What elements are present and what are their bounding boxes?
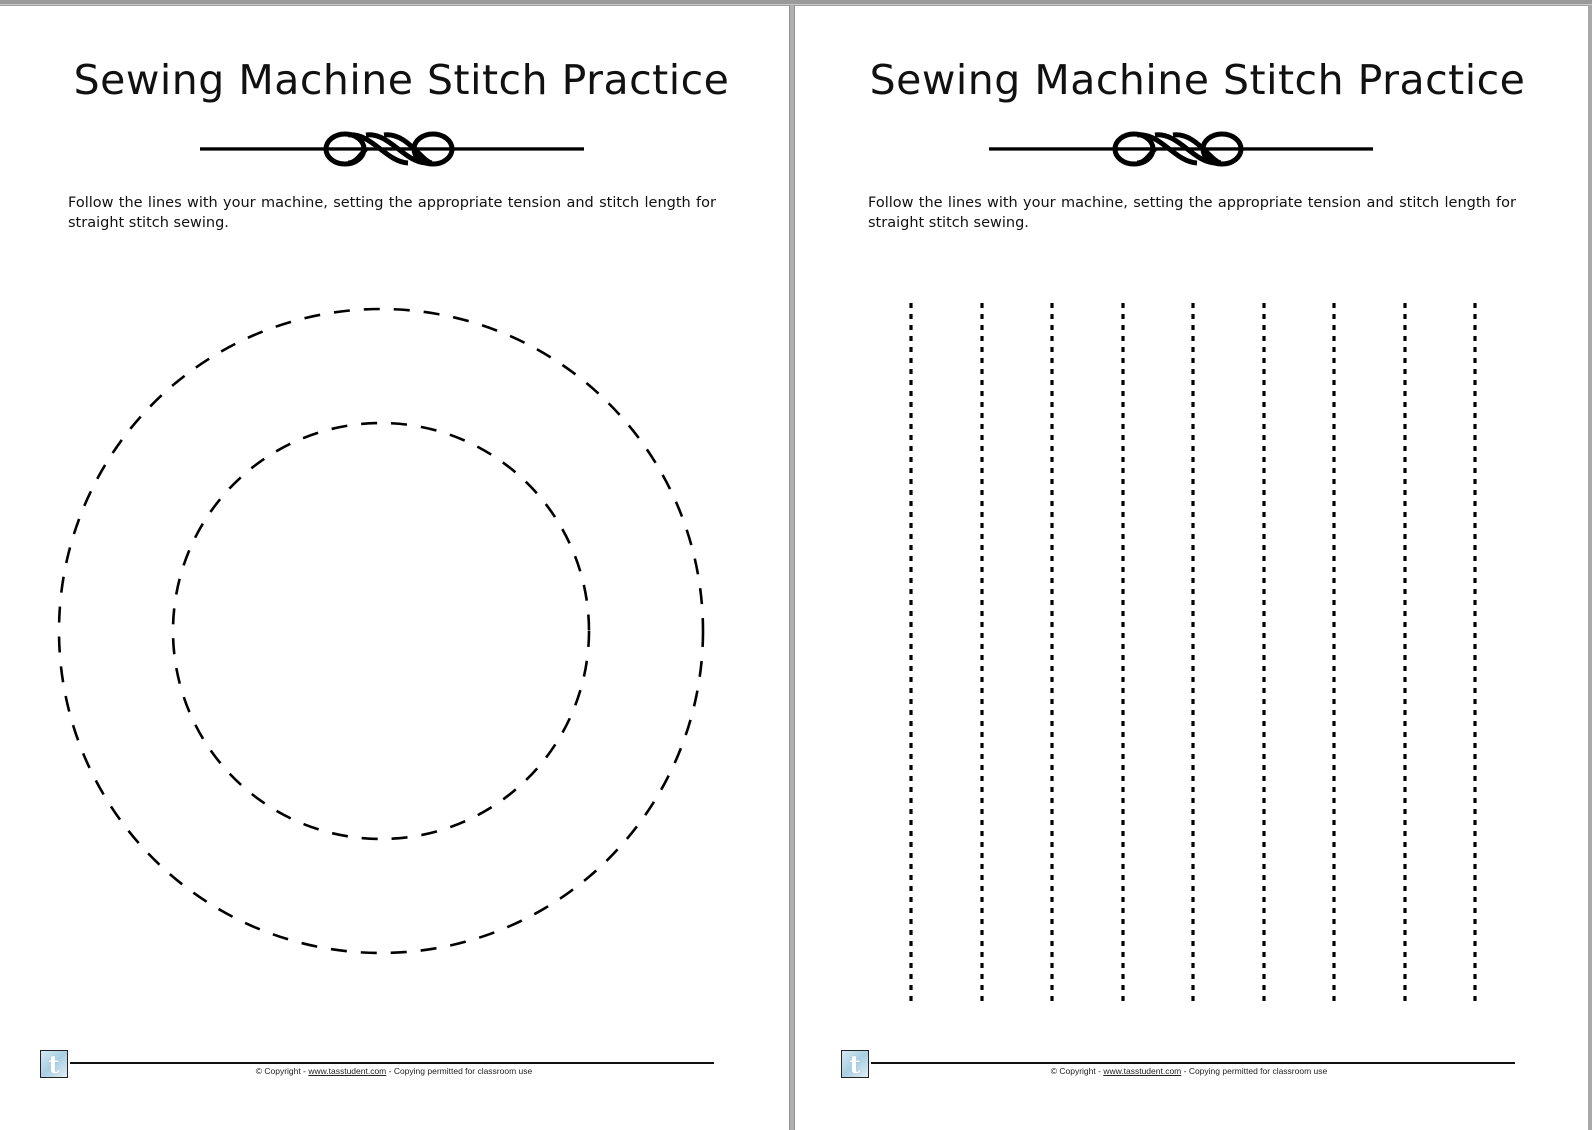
- page-2: [795, 6, 1588, 1130]
- instructions-text: Follow the lines with your machine, setting the appropriate tension and stitch length for straight stitch sewing.: [68, 195, 716, 231]
- footer-divider: [871, 1062, 1515, 1064]
- tasstudent-logo-icon: t: [40, 1050, 68, 1078]
- footer-copyright: [804, 1066, 1574, 1076]
- concentric-circles-stitch-guide: [0, 6, 789, 1130]
- copyright-prefix: © Copyright -: [255, 1066, 309, 1076]
- tasstudent-link[interactable]: www.tasstudent.com: [308, 1066, 387, 1076]
- inner-dashed-circle: [173, 423, 589, 839]
- page-title: Sewing Machine Stitch Practice: [73, 56, 730, 104]
- footer-divider: [70, 1062, 714, 1064]
- page-title: Sewing Machine Stitch Practice: [869, 56, 1526, 104]
- viewer-right-border: [1588, 5, 1592, 1130]
- tasstudent-logo-icon: t: [841, 1050, 869, 1078]
- vertical-lines-stitch-guide: [795, 6, 1588, 1130]
- viewer-top-highlight: [0, 4, 1592, 5]
- copyright-prefix: © Copyright -: [1050, 1066, 1104, 1076]
- outer-dashed-circle: [59, 309, 703, 953]
- page-1: [0, 6, 789, 1130]
- instructions-text: Follow the lines with your machine, setting the appropriate tension and stitch length for straight stitch sewing.: [868, 195, 1516, 231]
- copyright-suffix: - Copying permitted for classroom use: [386, 1066, 533, 1076]
- copyright-suffix: - Copying permitted for classroom use: [1181, 1066, 1328, 1076]
- tasstudent-link[interactable]: www.tasstudent.com: [1103, 1066, 1182, 1076]
- footer-copyright: [9, 1066, 779, 1076]
